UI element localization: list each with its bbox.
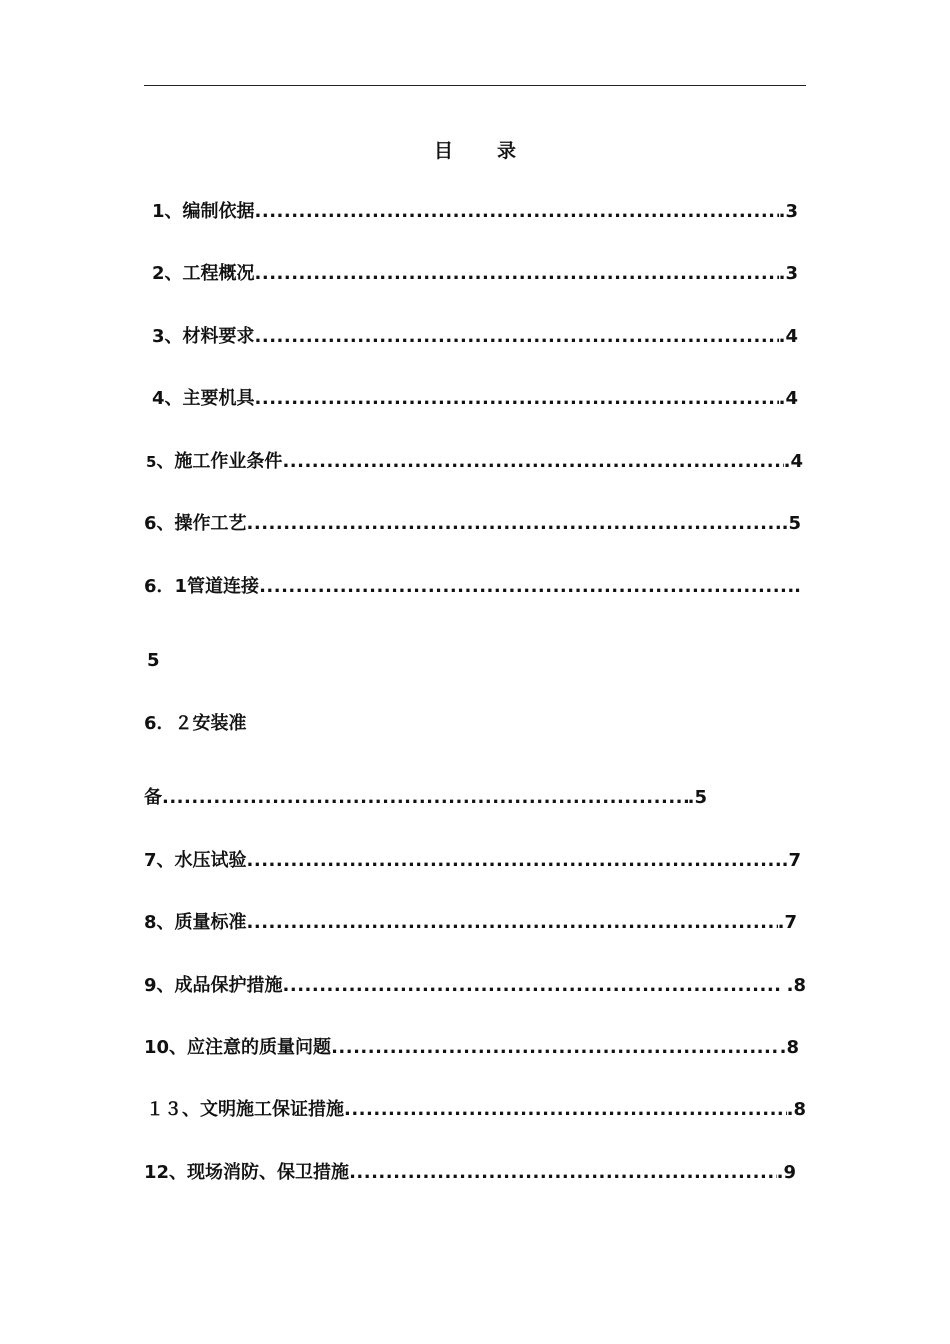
toc-entry[interactable] xyxy=(144,512,801,536)
toc-entry-page: .8 xyxy=(780,975,806,996)
toc-leader xyxy=(255,387,779,411)
toc-entry-label: 3、材料要求 xyxy=(152,326,255,347)
toc-entry-page: .8 xyxy=(779,1037,799,1058)
toc-entry-label: 1、编制依据 xyxy=(152,201,255,222)
toc-entry-label: 7、水压试验 xyxy=(144,850,247,871)
toc-entry[interactable] xyxy=(152,325,798,349)
toc-entry-page: .8 xyxy=(786,1099,806,1120)
toc-entry-page-wrap: 5 xyxy=(147,650,160,671)
toc-title-right: 录 xyxy=(497,140,517,162)
toc-entry[interactable] xyxy=(152,200,798,224)
toc-entry[interactable] xyxy=(144,786,707,810)
toc-entry[interactable] xyxy=(152,387,798,411)
toc-leader xyxy=(255,325,779,349)
toc-entry-label: 2、工程概况 xyxy=(152,263,255,284)
toc-entry-label: 10、应注意的质量问题 xyxy=(144,1037,332,1058)
toc-entry-label: 4、主要机具 xyxy=(152,388,255,409)
toc-entry[interactable] xyxy=(146,1098,806,1122)
toc-entry-label: １３、文明施工保证措施 xyxy=(146,1099,344,1120)
toc-leader xyxy=(349,1161,777,1185)
toc-entry-page: .3 xyxy=(778,201,798,222)
toc-entry-label xyxy=(146,450,282,474)
toc-title xyxy=(0,138,950,164)
toc-leader xyxy=(255,262,779,286)
toc-entry[interactable] xyxy=(144,1036,799,1060)
toc-entry-label: 6．1管道连接 xyxy=(144,576,260,597)
toc-entry[interactable] xyxy=(144,575,801,599)
toc-entry-label: 12、现场消防、保卫措施 xyxy=(144,1162,350,1183)
toc-entry-page: .4 xyxy=(778,388,798,409)
toc-leader xyxy=(247,849,782,873)
toc-entry[interactable] xyxy=(144,911,797,935)
toc-leader xyxy=(247,512,782,536)
toc-leader xyxy=(247,911,778,935)
toc-entry[interactable] xyxy=(144,849,801,873)
toc-entry[interactable] xyxy=(144,974,806,998)
toc-entry-label: 备 xyxy=(144,787,162,808)
header-rule xyxy=(144,85,806,86)
toc-leader xyxy=(344,1098,787,1122)
toc-entry-page: .4 xyxy=(778,326,798,347)
toc-leader xyxy=(282,450,783,474)
toc-leader xyxy=(283,974,781,998)
toc-entry[interactable] xyxy=(144,1161,796,1185)
toc-entry-page: .4 xyxy=(783,451,803,472)
toc-leader xyxy=(255,200,779,224)
toc-entry-page: .9 xyxy=(776,1162,796,1183)
toc-title-left: 目 xyxy=(433,140,453,162)
toc-entry-page: .5 xyxy=(781,513,801,534)
toc-entry-page: .7 xyxy=(781,850,801,871)
toc-leader xyxy=(259,575,787,599)
toc-entry-label[interactable]: 6．２安装准 xyxy=(144,713,247,734)
toc-leader xyxy=(331,1036,780,1060)
toc-entry-page: .5 xyxy=(687,787,707,808)
toc-entry-page: .3 xyxy=(778,263,798,284)
toc-entry-label: 6、操作工艺 xyxy=(144,513,247,534)
toc-entry[interactable] xyxy=(152,262,798,286)
toc-entry-page: .. xyxy=(787,576,801,597)
toc-leader xyxy=(162,786,688,810)
toc-entry-label: 9、成品保护措施 xyxy=(144,975,283,996)
toc-entry-page: .7 xyxy=(777,912,797,933)
toc-entry-label: 8、质量标准 xyxy=(144,912,247,933)
toc-entry[interactable] xyxy=(146,450,803,474)
toc-entry-number: 5 xyxy=(146,453,157,471)
toc-entry-text: 、施工作业条件 xyxy=(156,451,283,472)
